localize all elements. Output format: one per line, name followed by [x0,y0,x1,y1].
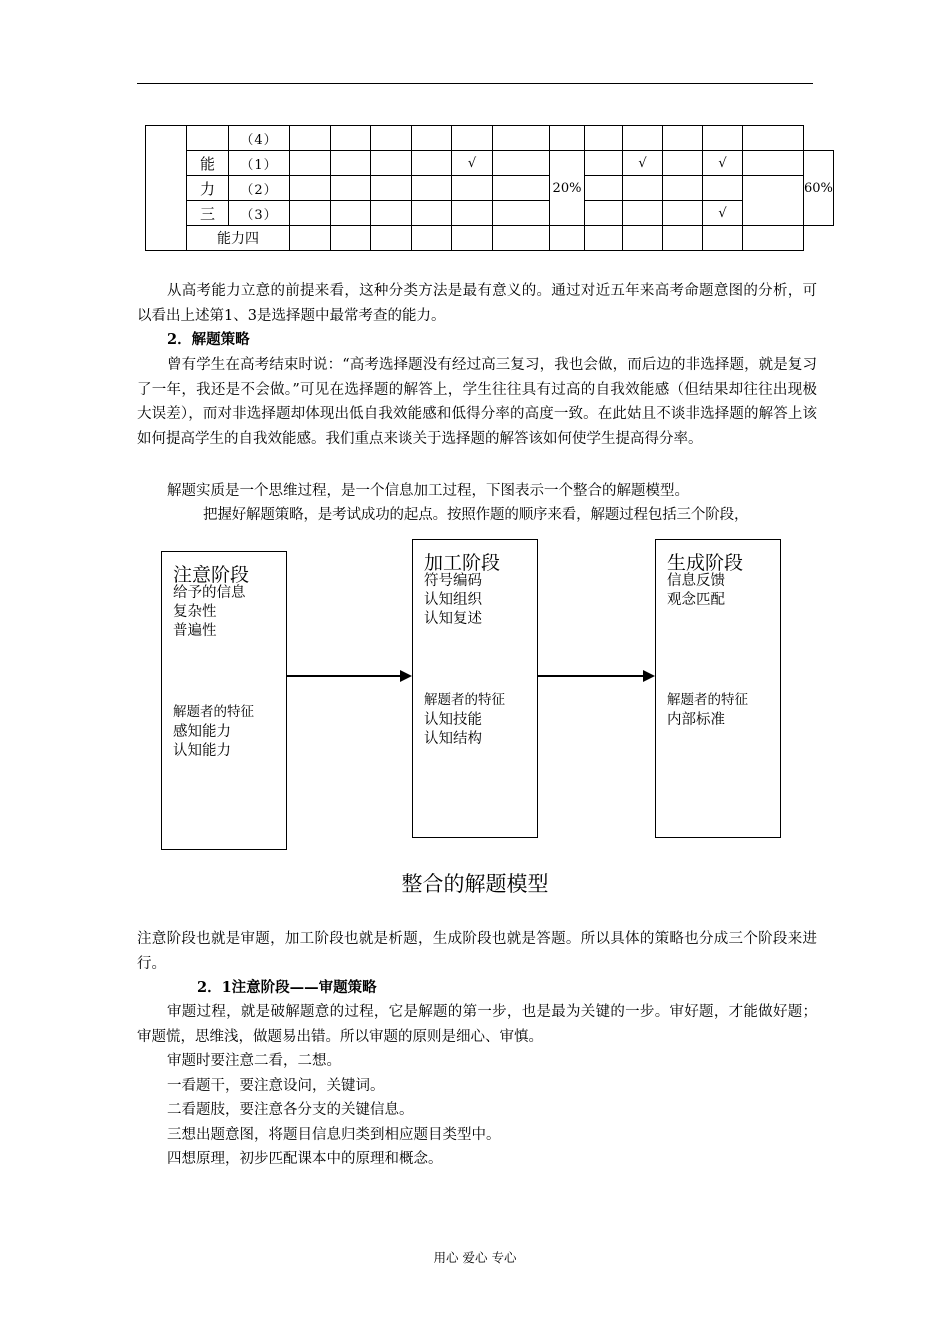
table-row [146,226,834,251]
paragraph: 审题过程，就是破解题意的过程，它是解题的第一步，也是最为关键的一步。审好题，才能做好题；审题慌，思维浅，做题易出错。所以审题的原则是细心、审慎。 [137,1004,817,1045]
paragraph: 曾有学生在高考结束时说：“高考选择题没有经过高三复习，我也会做，而后边的非选择题，就是复习了一年，我还是不会做。”可见在选择题的解答上，学生往往具有过高的自我效能感（但结果却往往出现极大误差），而对非选择题却体现出低自我效能感和低得分率的高度一致。在此姑且不谈非选择题的解答上该如何提高学生的自我效能感。我们重点来谈关于选择题的解答该如何使学生提高得分率。 [137,357,817,447]
header-rule [137,83,813,84]
sub-item-label: （3） [229,201,290,226]
box-line: 符号编码 [424,573,482,589]
paragraph: 审题时要注意二看，二想。 [167,1053,341,1069]
diagram-caption: 整合的解题模型 [401,872,549,896]
paragraph: 从高考能力立意的前提来看，这种分类方法是最有意义的。通过对近五年来高考命题意图的分析，可以看出上述第1、3是选择题中最常考查的能力。 [137,283,817,324]
ability-three-char-3: 三 [187,201,229,226]
box-title: 加工阶段 [424,552,501,574]
paragraph: 把握好解题策略，是考试成功的起点。按照作题的顺序来看，解题过程包括三个阶段， [203,507,749,523]
section-heading: 2．解题策略 [167,331,250,348]
sub-item-label: （1） [229,151,290,176]
percent-cell-left: 20% [550,151,585,226]
generation-stage-box [655,539,781,838]
table-row [146,176,834,201]
processing-stage-box [412,539,538,838]
percent-cell-right: 60% [804,151,834,226]
arrow-line [287,675,401,677]
box-line: 观念匹配 [667,592,725,608]
table-cell [187,126,229,151]
box-line: 认知组织 [424,592,482,608]
box-line: 认知复述 [424,611,482,627]
table-row [146,201,834,226]
arrow-right-icon [400,670,412,682]
box-line: 感知能力 [173,724,231,740]
check-mark: √ [703,201,743,226]
paragraph: 三想出题意图，将题目信息归类到相应题目类型中。 [167,1127,501,1143]
ability-three-char-1: 能 [187,151,229,176]
arrow-line [538,675,644,677]
table-row [146,151,834,176]
paragraph: 四想原理，初步匹配课本中的原理和概念。 [167,1151,443,1167]
ability-four-label: 能力四 [187,226,290,251]
table-cell [146,126,187,251]
box-line: 给予的信息 [173,585,246,601]
box-line: 普遍性 [173,623,217,639]
box-line: 复杂性 [173,604,217,620]
section-heading: 2．1注意阶段——审题策略 [197,979,377,996]
check-mark: √ [703,151,743,176]
box-line: 解题者的特征 [173,704,254,720]
paragraph: 解题实质是一个思维过程，是一个信息加工过程，下图表示一个整合的解题模型。 [167,483,689,499]
paragraph: 二看题肢，要注意各分支的关键信息。 [167,1102,414,1118]
table-row [146,126,834,151]
box-line: 解题者的特征 [424,692,505,708]
ability-three-char-2: 力 [187,176,229,201]
attention-stage-box [161,551,287,850]
box-title: 注意阶段 [173,564,250,586]
box-line: 认知结构 [424,731,482,747]
sub-item-label: （2） [229,176,290,201]
page-footer: 用心 爱心 专心 [433,1250,517,1265]
box-title: 生成阶段 [667,552,744,574]
check-mark: √ [452,151,493,176]
box-line: 认知技能 [424,712,482,728]
sub-item-label: （4） [229,126,290,151]
check-mark: √ [623,151,663,176]
box-line: 认知能力 [173,743,231,759]
box-line: 内部标准 [667,712,725,728]
box-line: 信息反馈 [667,573,725,589]
box-line: 解题者的特征 [667,692,748,708]
arrow-right-icon [643,670,655,682]
paragraph: 注意阶段也就是审题，加工阶段也就是析题，生成阶段也就是答题。所以具体的策略也分成三个阶段来进行。 [137,931,817,972]
ability-table [145,125,834,251]
paragraph: 一看题干，要注意设问，关键词。 [167,1078,385,1094]
